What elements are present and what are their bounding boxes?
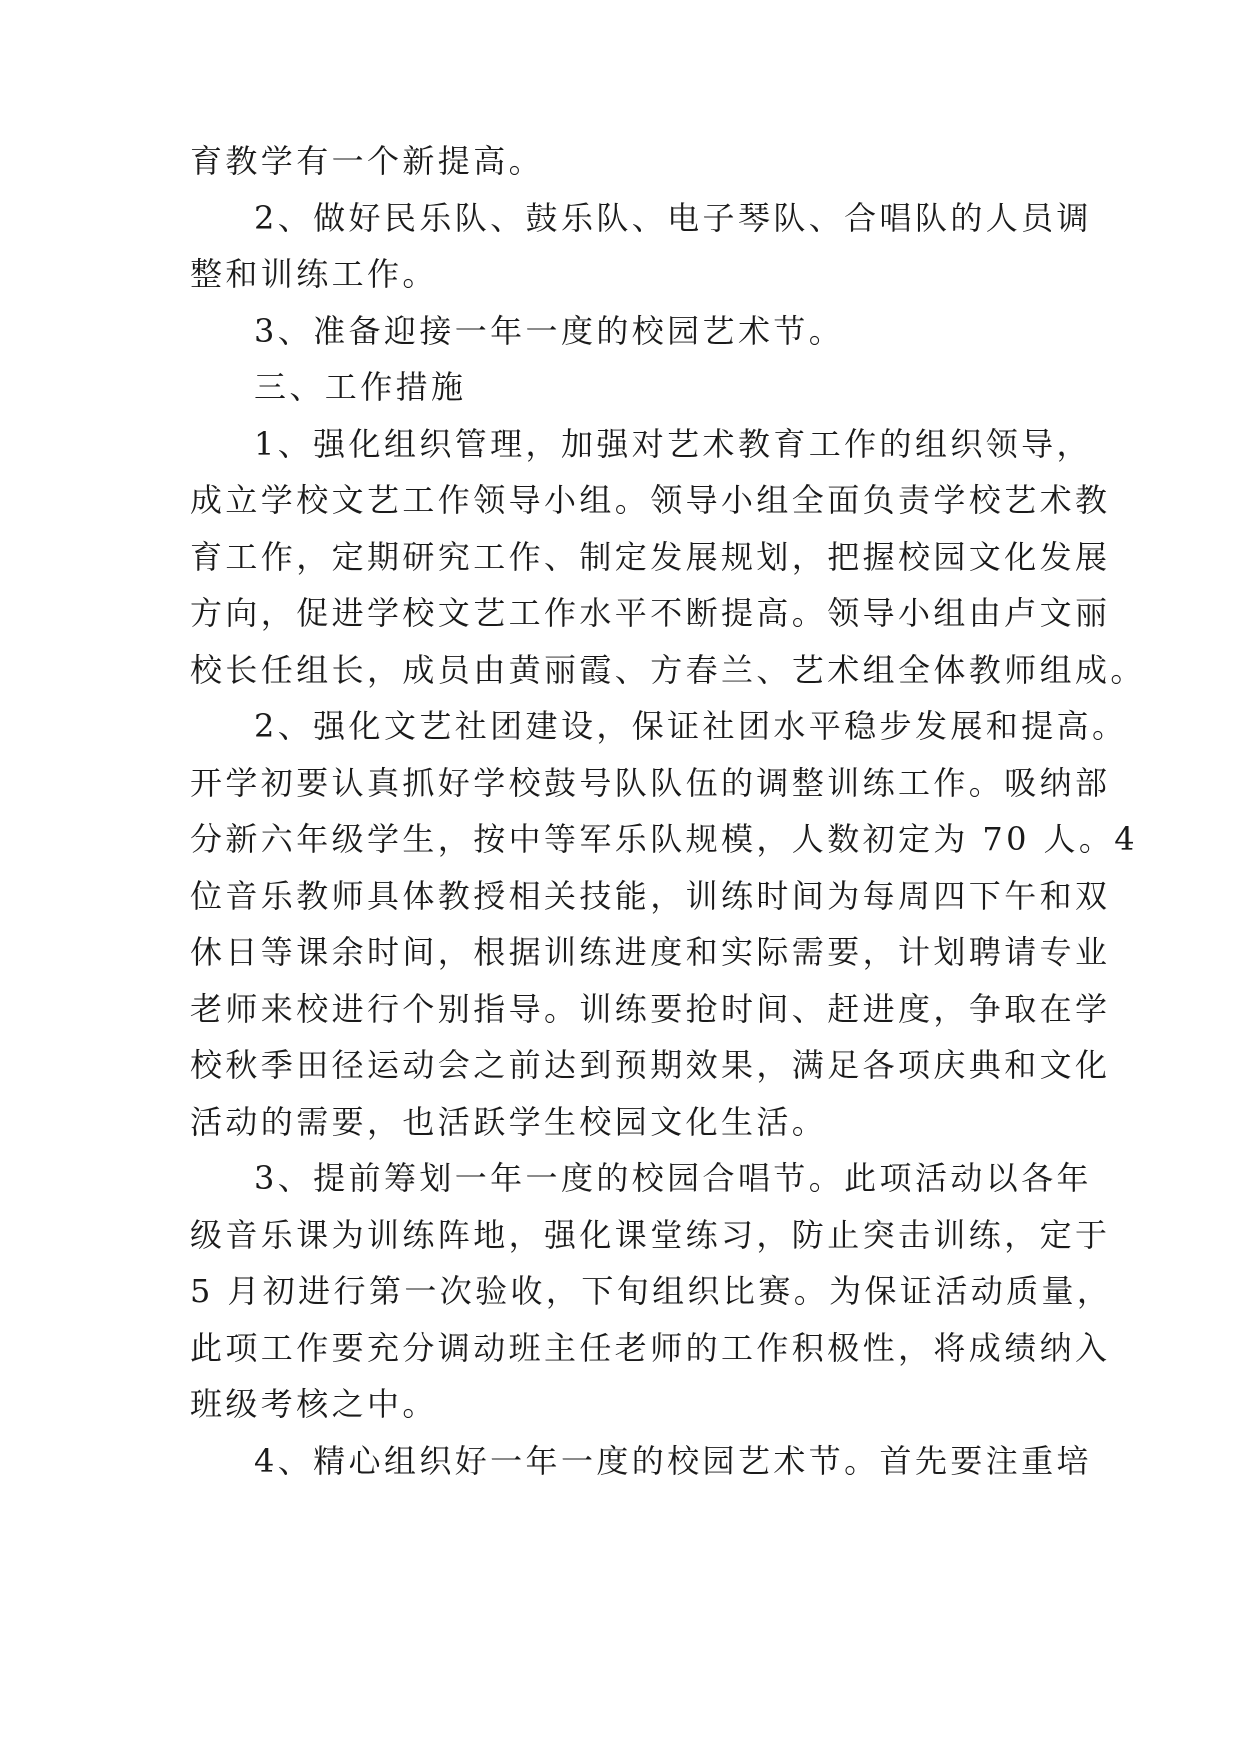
text-line: 休日等课余时间，根据训练进度和实际需要，计划聘请专业 [190,933,1111,971]
text-line: 1、强化组织管理，加强对艺术教育工作的组织领导， [254,424,1092,463]
text-line: 老师来校进行个别指导。训练要抢时间、赶进度，争取在学 [190,989,1111,1028]
text-line: 3、提前筹划一年一度的校园合唱节。此项活动以各年 [254,1159,1092,1197]
text-line: 开学初要认真抓好学校鼓号队队伍的调整训练工作。吸纳部 [190,763,1111,802]
text-line: 整和训练工作。 [190,255,438,293]
text-line: 成立学校文艺工作领导小组。领导小组全面负责学校艺术教 [190,481,1111,519]
text-line: 方向，促进学校文艺工作水平不断提高。领导小组由卢文丽 [190,594,1111,632]
text-line: 3、准备迎接一年一度的校园艺术节。 [254,311,845,350]
text-line: 班级考核之中。 [190,1385,438,1423]
text-line: 5 月初进行第一次验收，下旬组织比赛。为保证活动质量， [190,1272,1113,1310]
text-line: 活动的需要，也活跃学生校园文化生活。 [190,1102,828,1141]
section-heading: 三、工作措施 [254,368,467,406]
text-line: 位音乐教师具体教授相关技能，训练时间为每周四下午和双 [190,876,1111,915]
text-line: 校秋季田径运动会之前达到预期效果，满足各项庆典和文化 [190,1046,1111,1084]
text-line: 2、强化文艺社团建设，保证社团水平稳步发展和提高。 [254,707,1128,745]
document-body [190,133,1146,1489]
text-line: 育工作，定期研究工作、制定发展规划，把握校园文化发展 [190,537,1111,576]
text-line: 2、做好民乐队、鼓乐队、电子琴队、合唱队的人员调 [254,198,1092,237]
text-line: 此项工作要充分调动班主任老师的工作积极性，将成绩纳入 [190,1328,1111,1367]
text-line: 4、精心组织好一年一度的校园艺术节。首先要注重培 [254,1441,1092,1480]
text-line: 级音乐课为训练阵地，强化课堂练习，防止突击训练，定于 [190,1215,1111,1254]
text-line: 育教学有一个新提高。 [190,142,545,180]
text-line: 分新六年级学生，按中等军乐队规模，人数初定为 70 人。4 [190,820,1139,858]
text-line: 校长任组长，成员由黄丽霞、方春兰、艺术组全体教师组成。 [190,650,1146,689]
